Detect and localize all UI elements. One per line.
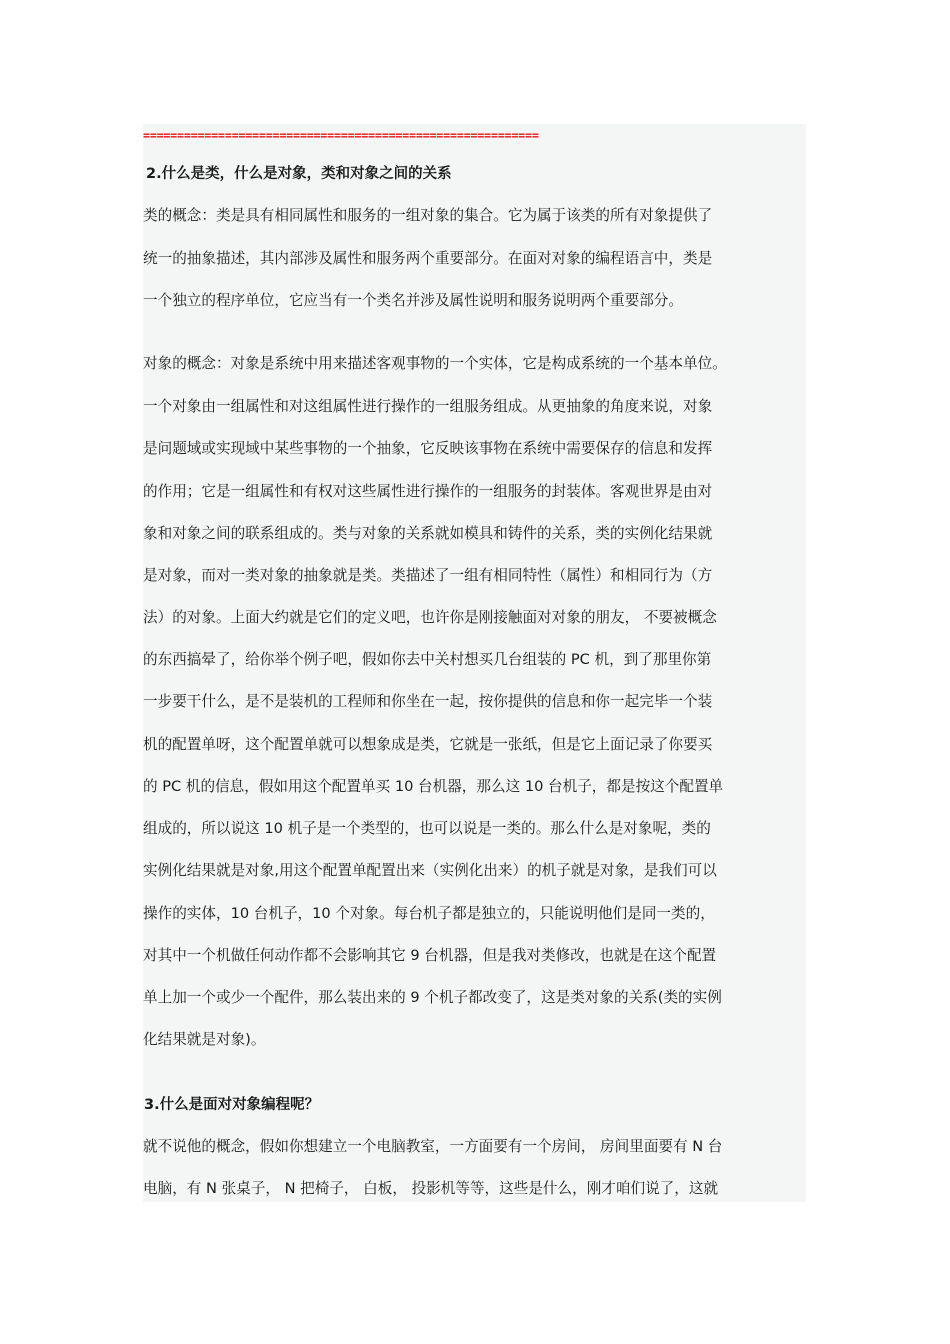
section-2-heading: 2.什么是类，什么是对象，类和对象之间的关系 [146, 166, 452, 182]
object-concept-line: 法）的对象。上面大约就是它们的定义吧，也许你是刚接触面对对象的朋友， 不要被概念 [143, 609, 717, 626]
object-concept-line: 的作用；它是一组属性和有权对这些属性进行操作的一组服务的封装体。客观世界是由对 [143, 483, 713, 500]
object-concept-line: 对其中一个机做任何动作都不会影响其它 9 台机器，但是我对类修改，也就是在这个配置 [143, 947, 717, 964]
object-concept-line: 的东西搞晕了，给你举个例子吧，假如你去中关村想买几台组装的 PC 机，到了那里你第 [143, 651, 712, 668]
object-concept-line: 对象的概念：对象是系统中用来描述客观事物的一个实体，它是构成系统的一个基本单位。 [143, 355, 727, 372]
object-concept-line: 机的配置单呀，这个配置单就可以想象成是类，它就是一张纸，但是它上面记录了你要买 [143, 736, 713, 753]
class-concept-line: 类的概念：类是具有相同属性和服务的一组对象的集合。它为属于该类的所有对象提供了 [143, 207, 713, 224]
object-concept-line: 是对象，而对一类对象的抽象就是类。类描述了一组有相同特性（属性）和相同行为（方 [143, 567, 713, 584]
object-concept-line: 一个对象由一组属性和对这组属性进行操作的一组服务组成。从更抽象的角度来说，对象 [143, 398, 713, 415]
separator-line: ========================================================== [143, 128, 539, 142]
object-concept-line: 单上加一个或少一个配件，那么装出来的 9 个机子都改变了，这是类对象的关系(类的实例 [143, 989, 722, 1006]
object-concept-line: 的 PC 机的信息，假如用这个配置单买 10 台机器，那么这 10 台机子，都是按这个配置单 [143, 778, 724, 795]
object-concept-line: 象和对象之间的联系组成的。类与对象的关系就如模具和铸件的关系，类的实例化结果就 [143, 525, 713, 542]
section-3-heading: 3.什么是面对对象编程呢？ [144, 1097, 320, 1113]
object-concept-line: 组成的，所以说这 10 机子是一个类型的，也可以说是一类的。那么什么是对象呢，类的 [143, 820, 711, 837]
class-concept-line: 一个独立的程序单位，它应当有一个类名并涉及属性说明和服务说明两个重要部分。 [143, 292, 683, 309]
object-concept-line: 操作的实体，10 台机子，10 个对象。每台机子都是独立的，只能说明他们是同一类的， [143, 905, 715, 922]
object-concept-line: 实例化结果就是对象,用这个配置单配置出来（实例化出来）的机子就是对象，是我们可以 [143, 862, 717, 879]
oop-intro-line: 电脑，有 N 张桌子， N 把椅子， 白板， 投影机等等，这些是什么，刚才咱们说了，这就 [143, 1180, 719, 1197]
class-concept-line: 统一的抽象描述，其内部涉及属性和服务两个重要部分。在面对对象的编程语言中，类是 [143, 250, 713, 267]
object-concept-line: 化结果就是对象)。 [143, 1031, 266, 1048]
oop-intro-line: 就不说他的概念，假如你想建立一个电脑教室，一方面要有一个房间， 房间里面要有 N 台 [143, 1138, 723, 1155]
object-concept-line: 是问题域或实现域中某些事物的一个抽象，它反映该事物在系统中需要保存的信息和发挥 [143, 440, 713, 457]
object-concept-line: 一步要干什么，是不是装机的工程师和你坐在一起，按你提供的信息和你一起完毕一个装 [143, 693, 713, 710]
